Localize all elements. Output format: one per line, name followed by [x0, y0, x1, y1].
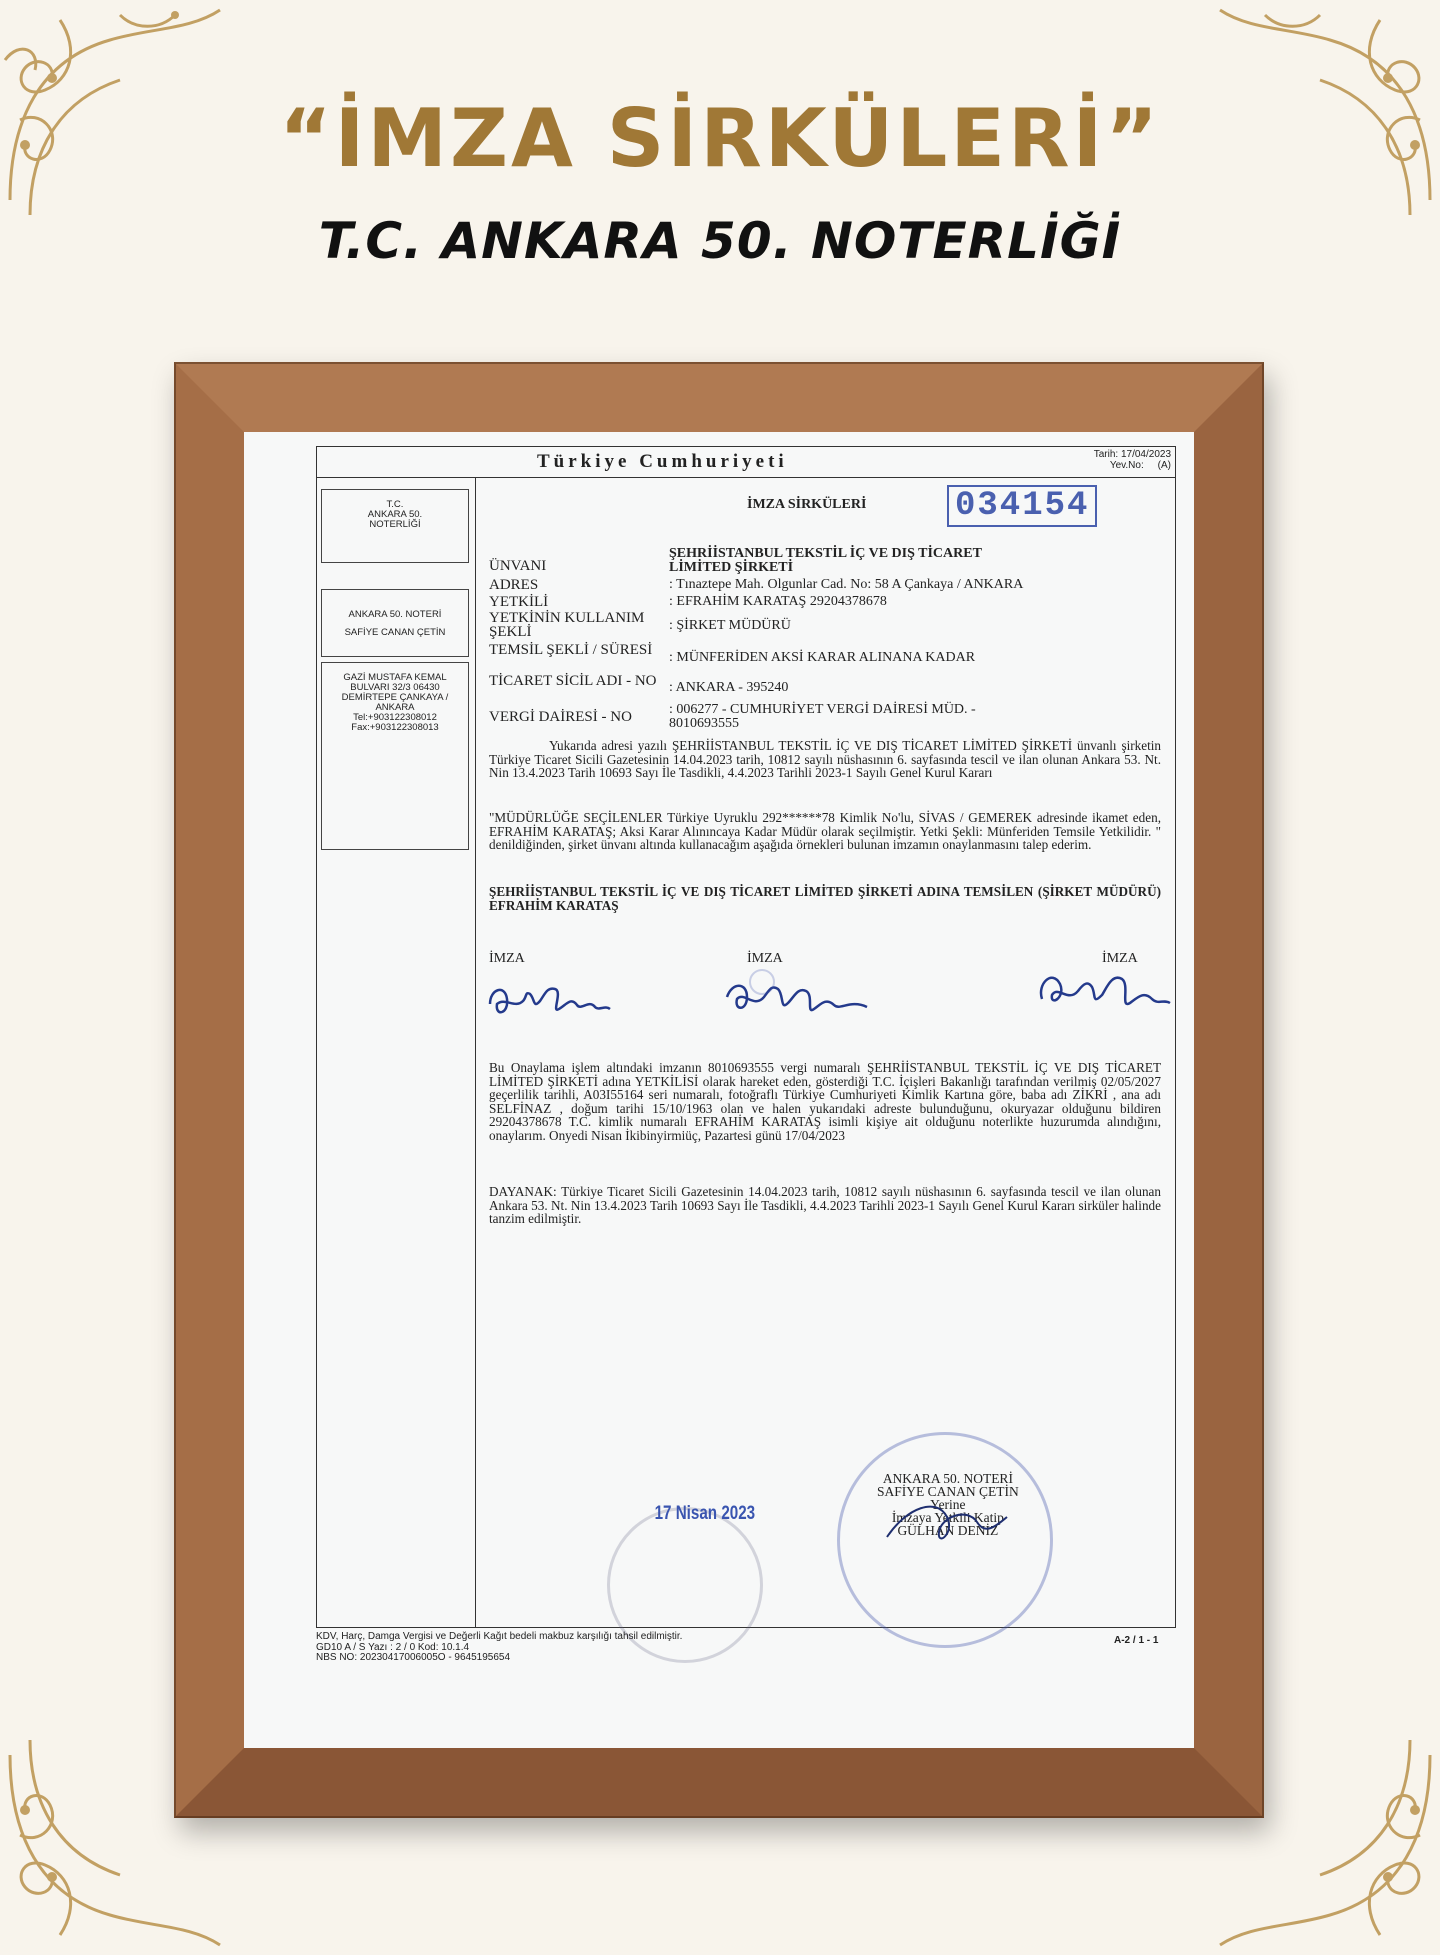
unvan-line: LİMİTED ŞİRKETİ: [669, 560, 794, 575]
left-address-line: ANKARA: [375, 702, 415, 713]
field-label-temsil: TEMSİL ŞEKLİ / SÜRESİ: [489, 642, 653, 658]
left-address-line: GAZİ MUSTAFA KEMAL: [343, 672, 447, 683]
signature-label-1: İMZA: [489, 951, 525, 966]
document-header: [317, 447, 1175, 478]
left-notary-line: SAFİYE CANAN ÇETİN: [344, 627, 446, 638]
left-sidebar-column: [317, 477, 476, 1627]
page-subtitle: T.C. ANKARA 50. NOTERLİĞİ: [318, 212, 1122, 270]
left-address-line: Fax:+903122308013: [351, 722, 439, 733]
vergi-line: 8010693555: [669, 716, 739, 731]
signature-mark-icon: [722, 967, 872, 1027]
document-title: İMZA SİRKÜLERİ: [747, 497, 867, 512]
left-address-line: BULVARI 32/3 06430: [350, 682, 440, 693]
footer-line: GD10 A / S Yazı : 2 / 0 Kod: 10.1.4: [316, 1641, 470, 1653]
field-label-unvan: ÜNVANI: [489, 558, 547, 574]
date-stamp: 17 Nisan 2023: [654, 1503, 756, 1524]
field-value-adres: : Tınaztepe Mah. Olgunlar Cad. No: 58 A Çankaya / ANKARA: [669, 577, 1024, 592]
field-value-yetkili: : EFRAHİM KARATAŞ 29204378678: [669, 594, 887, 609]
footer-line: KDV, Harç, Damga Vergisi ve Değerli Kağıt bedeli makbuz karşılığı tahsil edilmiştir.: [316, 1631, 683, 1642]
notary-line: İmzaya Yetkili Katip: [891, 1510, 1004, 1525]
field-label-kullanim: YETKİNİN KULLANIM ŞEKLİ: [489, 610, 645, 640]
certificate-paper: [244, 432, 1194, 1748]
notary-line: ANKARA 50. NOTERİ: [882, 1471, 1013, 1486]
left-address-line: DEMİRTEPE ÇANKAYA /: [341, 692, 449, 703]
left-header-line: ANKARA 50.: [367, 509, 423, 520]
paragraph-request: Yukarıda adresi yazılı ŞEHRİİSTANBUL TEKSTİL İÇ VE DIŞ TİCARET LİMİTED ŞİRKETİ ünvanlı şirketin Türkiye Ticaret Sicili Gazetesinin 14.04.2023 tarih, 10812 sayılı nüshasının 6. sayfasında tescil ve ilan olunan Ankara 53. Nt. Nin 13.4.2023 Tarih 10693 Sayı İle Tasdikli, 4.4.2023 Tarihli 2023-1 Sayılı Genel Kurul Kararı: [489, 738, 1161, 780]
signature-label-2: İMZA: [747, 951, 783, 966]
notary-name-cell: [321, 589, 469, 657]
unvan-line: ŞEHRİİSTANBUL TEKSTİL İÇ VE DIŞ TİCARET: [669, 546, 982, 561]
left-address-line: Tel:+903122308012: [353, 712, 437, 723]
republic-heading: Türkiye Cumhuriyeti: [537, 451, 788, 472]
paragraph-dayanak: DAYANAK: Türkiye Ticaret Sicili Gazetesinin 14.04.2023 tarih, 10812 sayılı nüshasının 6. sayfasında tescil ve ilan olunan Ankara 53. Nt. Nin 13.4.2023 Tarih 10693 Sayı İle Tasdikli, 4.4.2023 Tarihli 2023-1 Sayılı Genel Kurul Kararı sirküler halinde tanzim edilmiştir.: [489, 1184, 1161, 1226]
field-value-vergi: [669, 703, 1149, 731]
notary-line: GÜLHAN DENİZ: [897, 1523, 999, 1538]
field-label-yetkili: YETKİLİ: [489, 594, 549, 610]
signature-mark-icon: [1032, 959, 1172, 1023]
field-label-vergi: VERGİ DAİRESİ - NO: [489, 709, 632, 725]
paragraph-representative: ŞEHRİİSTANBUL TEKSTİL İÇ VE DIŞ TİCARET LİMİTED ŞİRKETİ ADINA TEMSİLEN (ŞİRKET MÜDÜRÜ) EFRAHİM KARATAŞ: [489, 884, 1161, 913]
notary-signature-icon: [877, 1484, 1019, 1557]
field-label-sicil: TİCARET SİCİL ADI - NO: [489, 673, 657, 689]
field-value-temsil: : MÜNFERİDEN AKSİ KARAR ALINANA KADAR: [669, 650, 976, 665]
field-label-adres: ADRES: [489, 577, 539, 593]
version-line: Yev.No:: [1109, 460, 1144, 471]
signature-mark-icon: [485, 969, 615, 1024]
vergi-line: : 006277 - CUMHURİYET VERGİ DAİRESİ MÜD. -: [669, 702, 976, 717]
left-header-line: T.C.: [386, 499, 404, 510]
date-block: [1094, 449, 1171, 471]
version-suffix: (A): [1157, 460, 1171, 471]
footer-notes: [316, 1632, 682, 1664]
page-number: A-2 / 1 - 1: [1114, 1635, 1159, 1646]
date-line: Tarih: 17/04/2023: [1093, 449, 1171, 460]
left-header-line: NOTERLİĞİ: [369, 519, 421, 530]
footer-line: NBS NO: 20230417006005O - 9645195654: [316, 1652, 511, 1663]
document-border: [316, 446, 1176, 1628]
field-value-unvan: [669, 547, 1149, 575]
notary-address-cell: [321, 662, 469, 850]
field-value-sicil: : ANKARA - 395240: [669, 680, 789, 695]
notary-line: Yerine: [930, 1497, 966, 1512]
wooden-frame: [174, 362, 1264, 1818]
page-title: “İMZA SİRKÜLERİ”: [279, 92, 1161, 185]
notary-line: SAFİYE CANAN ÇETİN: [877, 1484, 1019, 1499]
signature-label-3: İMZA: [1102, 951, 1138, 966]
left-notary-line: ANKARA 50. NOTERİ: [348, 609, 442, 620]
field-value-kullanim: : ŞİRKET MÜDÜRÜ: [669, 618, 791, 633]
serial-number-stamp: 034154: [947, 485, 1097, 527]
paragraph-board-decision: "MÜDÜRLÜĞE SEÇİLENLER Türkiye Uyruklu 292******78 Kimlik No'lu, SİVAS / GEMEREK adresinde ikamet eden, EFRAHİM KARATAŞ; Aksi Karar Alınıncaya Kadar Müdür olarak seçilmiştir. Yetki Şekli: Münferiden Temsile Yetkilidir. " denildiğinden, şirket ünvanı altında kullanacağım aşağıda örnekleri bulunan imzamın onaylanmasını talep ederim.: [489, 810, 1161, 852]
paragraph-certification: Bu Onaylama işlem altındaki imzanın 8010693555 vergi numaralı ŞEHRİİSTANBUL TEKSTİL İÇ VE DIŞ TİCARET LİMİTED ŞİRKETİ adına YETKİLİSİ olarak hareket eden, gösterdiği T.C. İçişleri Bakanlığı tarafından verilmiş 02/05/2027 geçerlilik tarihli, A03I55164 seri numaralı, fotoğraflı Türkiye Cumhuriyeti Kimlik Kartına göre, baba adı ZİKRİ , ana adı SELFİNAZ , doğum tarihi 15/10/1963 olan ve halen yukarıdaki adreste bulunduğunu, okuryazar olduğunu bildiren 29204378678 T.C. kimlik numaralı EFRAHİM KARATAŞ isimli kişiye ait olduğunu noterlikte huzurumda alındığını, onaylarım. Onyedi Nisan İkibinyirmiüç, Pazartesi günü 17/04/2023: [489, 1060, 1161, 1143]
notary-header-cell: [321, 489, 469, 563]
